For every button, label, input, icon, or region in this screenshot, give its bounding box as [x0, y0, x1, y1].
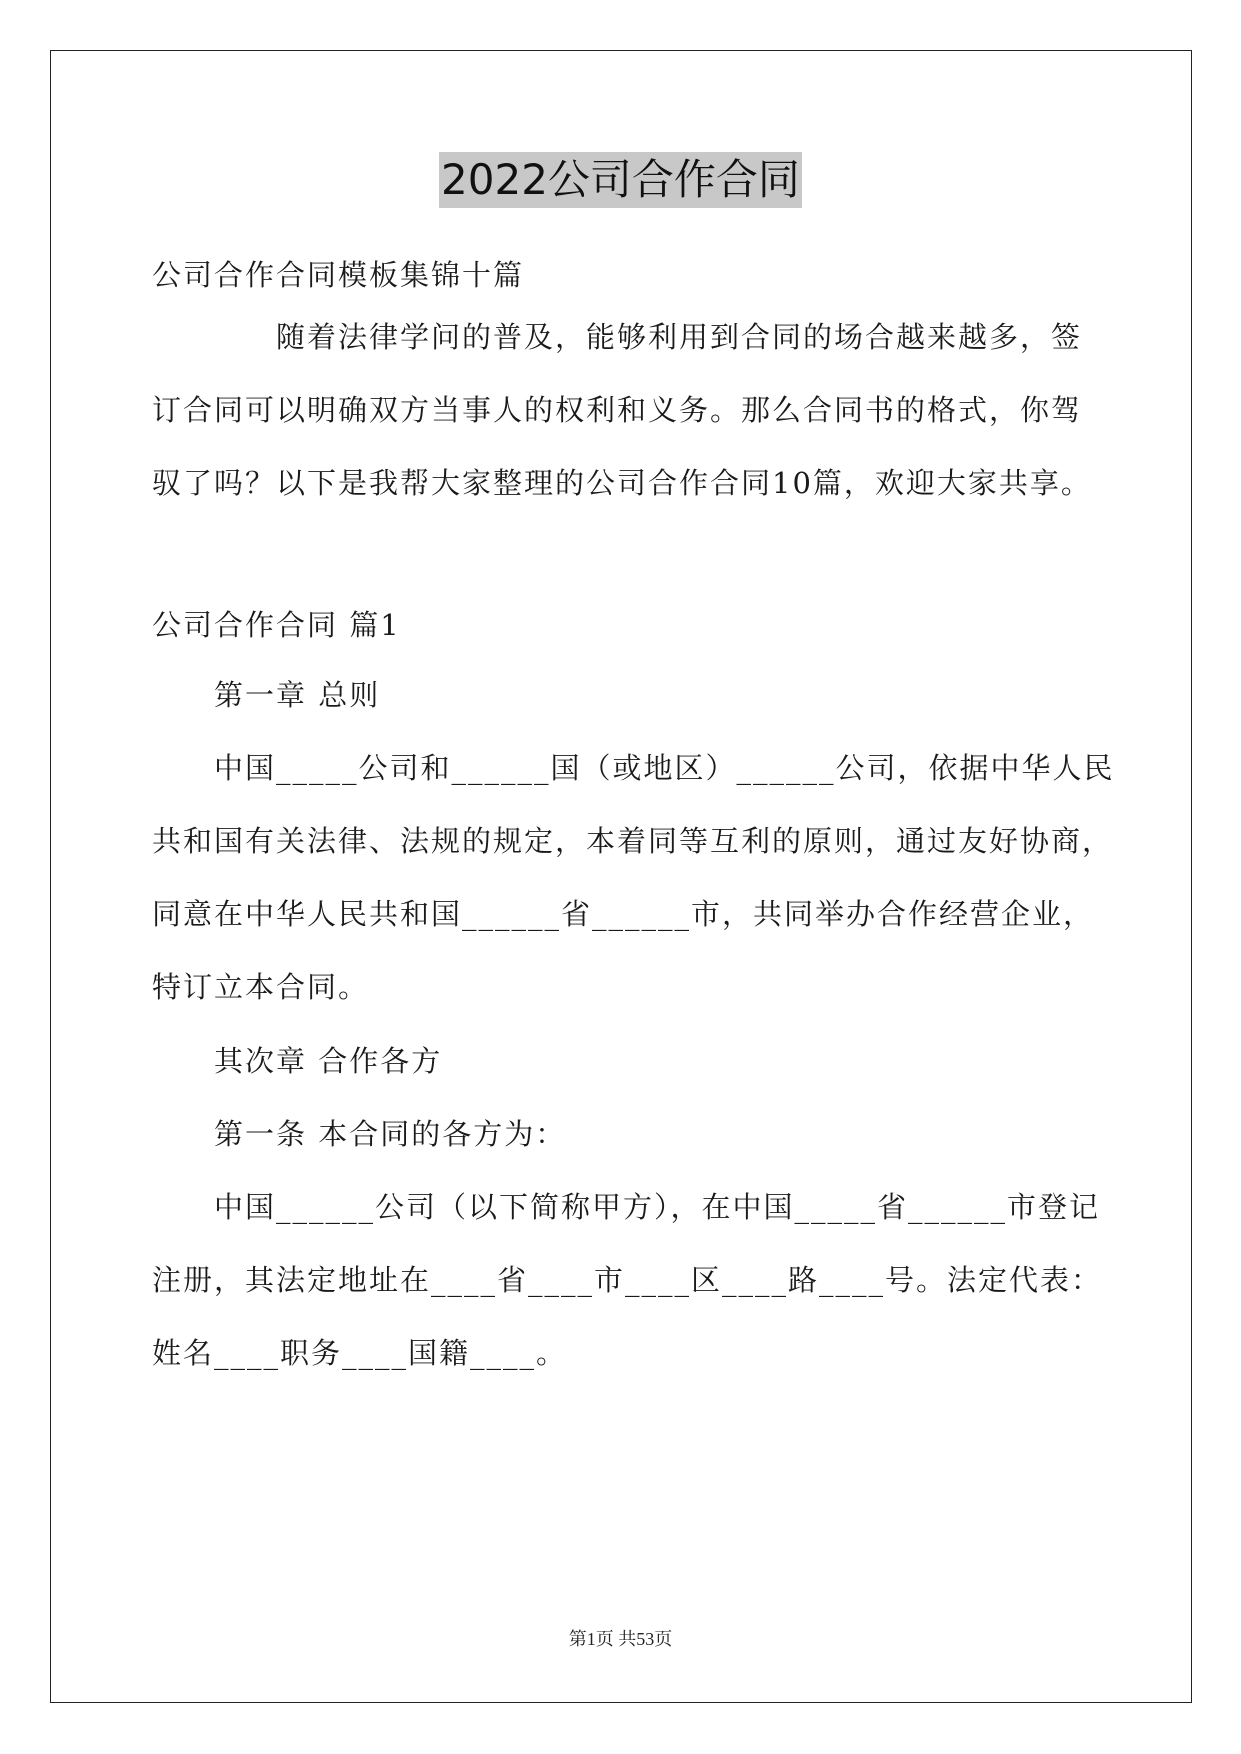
chapter-heading: 其次章 合作各方	[214, 1044, 443, 1078]
paragraph-line: 注册，其法定地址在____省____市____区____路____号。法定代表：	[152, 1263, 1103, 1297]
paragraph-line: 中国______公司（以下简称甲方），在中国_____省______市登记	[214, 1190, 1101, 1224]
title-container	[0, 152, 1241, 208]
paragraph-line: 随着法律学问的普及，能够利用到合同的场合越来越多，签	[276, 320, 1083, 354]
article-heading: 第一条 本合同的各方为：	[214, 1117, 567, 1151]
section-heading: 公司合作合同 篇1	[152, 608, 401, 642]
paragraph-line: 中国_____公司和______国（或地区）______公司，依据中华人民	[214, 751, 1115, 785]
paragraph-line: 共和国有关法律、法规的规定，本着同等互利的原则，通过友好协商，	[152, 824, 1114, 858]
paragraph-line: 订合同可以明确双方当事人的权利和义务。那么合同书的格式，你驾	[152, 393, 1083, 427]
document-title: 2022公司合作合同	[439, 152, 802, 208]
paragraph-line: 姓名____职务____国籍____。	[152, 1336, 568, 1370]
paragraph-line: 驭了吗？以下是我帮大家整理的公司合作合同10篇，欢迎大家共享。	[152, 466, 1092, 500]
subtitle-line: 公司合作合同模板集锦十篇	[152, 258, 525, 292]
paragraph-line: 特订立本合同。	[152, 970, 370, 1004]
paragraph-line: 同意在中华人民共和国______省______市，共同举办合作经营企业，	[152, 897, 1095, 931]
chapter-heading: 第一章 总则	[214, 678, 381, 712]
page-border	[50, 50, 1192, 1703]
page-number-footer: 第1页 共53页	[568, 1629, 673, 1649]
